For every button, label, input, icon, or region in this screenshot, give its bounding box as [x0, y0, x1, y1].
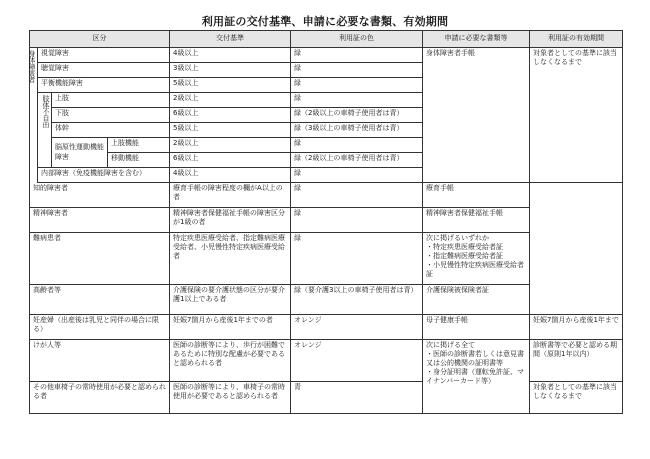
category-brain: 脳原性運動機能障害 — [52, 138, 108, 168]
row-color: オレンジ — [291, 340, 423, 382]
list-item: ・医師の診断書若しくは意見書又は公的機関の証明書等 — [426, 350, 524, 368]
row-criteria: 介護保険の要介護状態の区分が要介護1以上である者 — [170, 285, 291, 315]
header-validity: 利用証の有効期間 — [530, 31, 623, 48]
row-criteria: 6級以上 — [170, 108, 291, 123]
row-name: その他車椅子の常時使用が必要と認められる者 — [30, 382, 170, 414]
row-color: 緑 — [291, 63, 423, 78]
row-name: 難病患者 — [30, 233, 170, 285]
row-name: 体幹 — [52, 123, 170, 138]
row-criteria: 医師の診断等により、車椅子の常時使用が必要であると認められる者 — [170, 382, 291, 414]
list-item: ・特定疾患医療受給者証 — [426, 243, 503, 252]
row-name: 移動機能 — [108, 153, 170, 168]
row-criteria: 4級以上 — [170, 48, 291, 63]
row-color: 緑 — [291, 208, 423, 233]
documents-list — [426, 243, 526, 279]
row-name: 上肢機能 — [108, 138, 170, 153]
header-criteria: 交付基準 — [170, 31, 291, 48]
row-name: 高齢者等 — [30, 285, 170, 315]
category-limb: 肢体不自由 — [38, 93, 52, 168]
row-name: けが人等 — [30, 340, 170, 382]
row-documents: 母子健康手帳 — [423, 315, 530, 340]
row-color: オレンジ — [291, 315, 423, 340]
list-item: ・身分証明書（運転免許証、マイナンバーカード等） — [426, 368, 524, 386]
physical-validity: 対象者としての基準に該当しなくなるまで — [530, 48, 623, 183]
row-color: 緑 — [291, 48, 423, 63]
row-color: 緑 — [291, 233, 423, 285]
shared-validity — [530, 183, 623, 315]
row-color: 青 — [291, 382, 423, 414]
row-criteria: 5級以上 — [170, 123, 291, 138]
row-validity: 妊娠7箇月から産後1年まで — [530, 315, 623, 340]
page-title: 利用証の交付基準、申請に必要な書類、有効期間 — [201, 15, 449, 28]
row-criteria: 妊娠7箇月から産後1年までの者 — [170, 315, 291, 340]
row-documents — [423, 233, 530, 285]
row-name: 上肢 — [52, 93, 170, 108]
row-criteria: 5級以上 — [170, 78, 291, 93]
row-color: 緑（2級以上の車椅子使用者は青） — [291, 153, 423, 168]
list-item: ・指定難病医療受給者証 — [426, 252, 503, 261]
criteria-table — [29, 30, 623, 414]
row-name: 精神障害者 — [30, 208, 170, 233]
row-color: 緑 — [291, 168, 423, 183]
header-category: 区分 — [30, 31, 170, 48]
row-documents — [423, 340, 530, 414]
row-color: 緑（要介護3以上の車椅子使用者は青） — [291, 285, 423, 315]
row-documents: 精神障害者保健福祉手帳 — [423, 208, 530, 233]
row-criteria: 6級以上 — [170, 153, 291, 168]
row-name: 下肢 — [52, 108, 170, 123]
row-criteria: 精神障害者保健福祉手帳の障害区分が1級の者 — [170, 208, 291, 233]
row-documents: 療育手帳 — [423, 183, 530, 208]
row-name: 妊産婦（出産後は乳児と同伴の場合に限る） — [30, 315, 170, 340]
documents-intro: 次に掲げる全て — [426, 341, 475, 349]
row-validity: 対象者としての基準に該当しなくなるまで — [530, 382, 623, 414]
row-name: 視覚障害 — [38, 48, 170, 63]
row-name: 内部障害（免疫機能障害を含む） — [38, 168, 170, 183]
row-color: 緑 — [291, 78, 423, 93]
row-color: 緑 — [291, 183, 423, 208]
documents-intro: 次に掲げるいずれか — [426, 234, 489, 242]
category-physical: 身体障害者 — [30, 48, 38, 183]
row-color: 緑 — [291, 138, 423, 153]
list-item: ・小児慢性特定疾病医療受給者証 — [426, 261, 524, 279]
row-criteria: 特定疾患医療受給者、指定難病医療受給者、小児慢性特定疾病医療受給者 — [170, 233, 291, 285]
row-criteria: 4級以上 — [170, 168, 291, 183]
physical-documents: 身体障害者手帳 — [423, 48, 530, 183]
row-color: 緑（2級以上の車椅子使用者は青） — [291, 108, 423, 123]
row-criteria: 2級以上 — [170, 138, 291, 153]
row-color: 緑 — [291, 93, 423, 108]
row-criteria: 2級以上 — [170, 93, 291, 108]
row-validity: 診断書等で必要と認める期間（原則1年以内） — [530, 340, 623, 382]
header-color: 利用証の色 — [291, 31, 423, 48]
row-name: 知的障害者 — [30, 183, 170, 208]
row-criteria: 療育手帳の障害程度の欄がA以上の者 — [170, 183, 291, 208]
row-name: 聴覚障害 — [38, 63, 170, 78]
header-documents: 申請に必要な書類等 — [423, 31, 530, 48]
row-criteria: 3級以上 — [170, 63, 291, 78]
row-criteria: 医師の診断等により、歩行が困難であるために特別な配慮が必要であると認められる者 — [170, 340, 291, 382]
row-documents: 介護保険被保険者証 — [423, 285, 530, 315]
row-name: 平衡機能障害 — [38, 78, 170, 93]
row-color: 緑（3級以上の車椅子使用者は青） — [291, 123, 423, 138]
documents-list — [426, 350, 526, 386]
